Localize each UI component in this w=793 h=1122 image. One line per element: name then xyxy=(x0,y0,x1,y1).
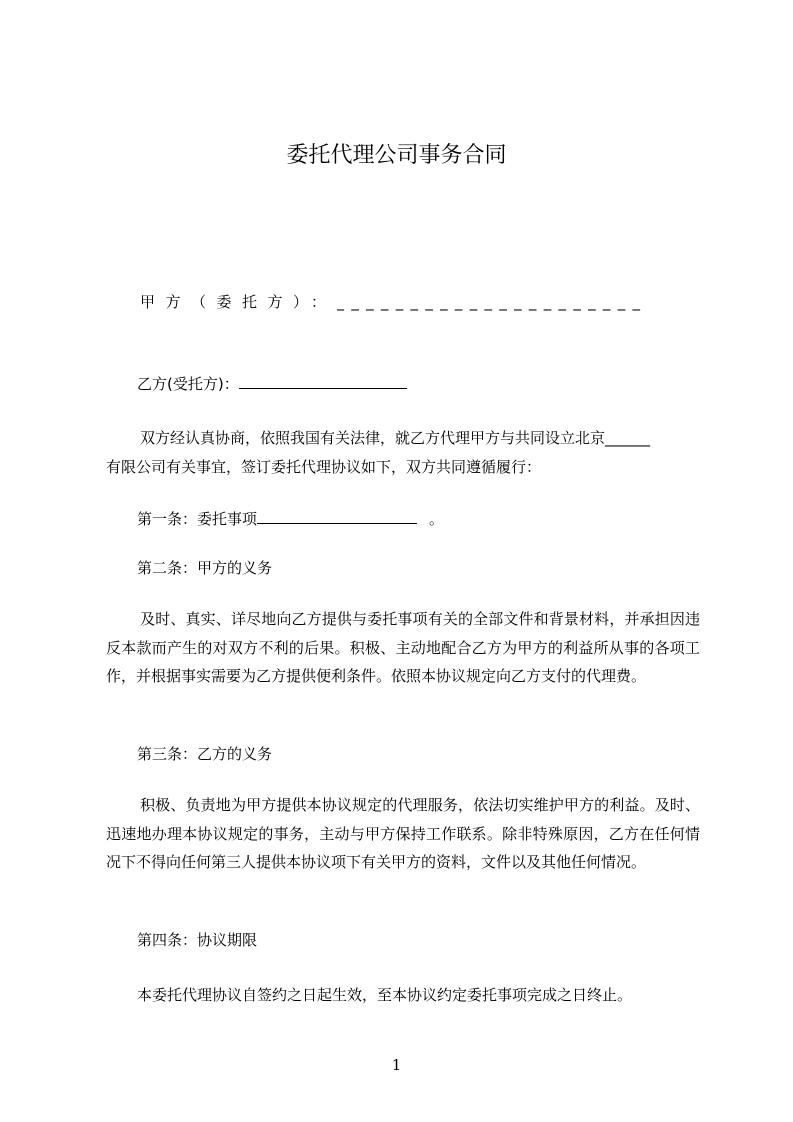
article4-body: 本委托代理协议自签约之日起生效，至本协议约定委托事项完成之日终止。 xyxy=(137,986,633,1004)
article1-label: 第一条：委托事项 xyxy=(137,510,258,528)
party-a-label: 甲方（委托方）： xyxy=(140,293,337,311)
article3-body xyxy=(106,791,700,877)
article1-line xyxy=(137,507,444,529)
article1-blank xyxy=(257,507,417,524)
article2-text: 及时、真实、详尽地向乙方提供与委托事项有关的全部文件和背景材料，并承担因违反本款而产生的对双方不利的后果。积极、主动地配合乙方为甲方的利益所从事的各项工作，并根据事实需要为乙方提供便利条件。依照本协议规定向乙方支付的代理费。 xyxy=(106,610,700,685)
article2-body xyxy=(106,605,700,691)
page-number: 1 xyxy=(391,1056,402,1074)
article2-heading: 第二条：甲方的义务 xyxy=(137,559,273,577)
party-a-blank: _____________________ xyxy=(336,293,648,311)
party-b-line xyxy=(137,372,407,394)
party-a-line xyxy=(140,292,700,312)
article1-suffix: 。 xyxy=(429,510,445,528)
intro-line-2: 有限公司有关事宜，签订委托代理协议如下，双方共同遵循履行： xyxy=(106,457,542,476)
article3-text: 积极、负责地为甲方提供本协议规定的代理服务，依法切实维护甲方的利益。及时、迅速地办理本协议规定的事务，主动与甲方保持工作联系。除非特殊原因，乙方在任何情况下不得向任何第三人提供本协议项下有关甲方的资料，文件以及其他任何情况。 xyxy=(106,796,700,871)
party-b-blank xyxy=(239,372,407,389)
article3-heading: 第三条：乙方的义务 xyxy=(137,745,273,763)
intro-line-1: 双方经认真协商，依照我国有关法律，就乙方代理甲方与共同设立北京______ xyxy=(140,429,651,447)
party-b-label: 乙方(受托方)： xyxy=(137,375,239,393)
intro-paragraph xyxy=(106,424,700,481)
article4-heading: 第四条：协议期限 xyxy=(137,931,258,949)
document-title: 委托代理公司事务合同 xyxy=(286,143,507,168)
